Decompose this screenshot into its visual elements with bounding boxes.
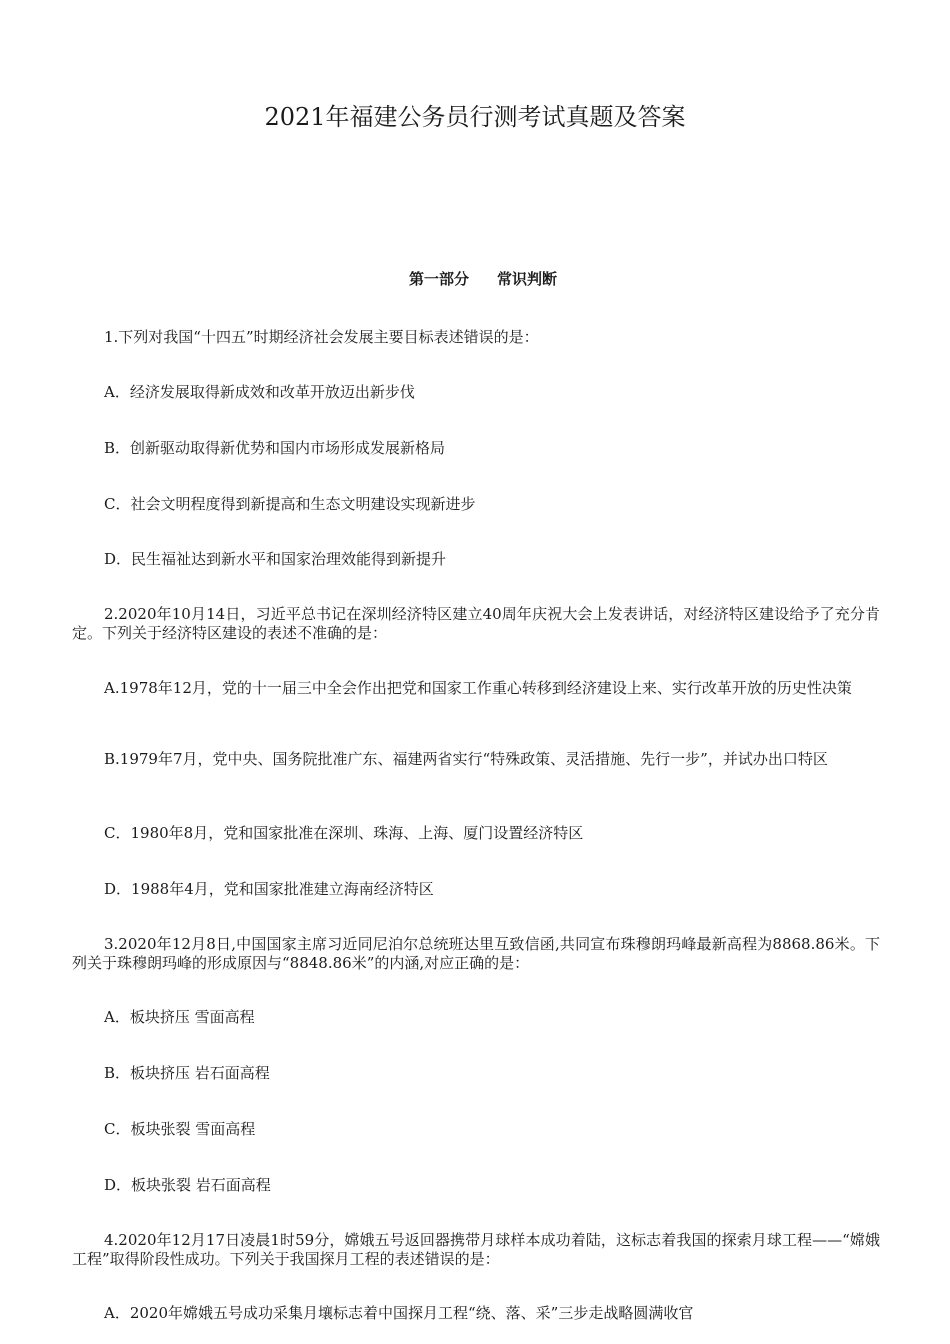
question-1-option-d: D．民生福祉达到新水平和国家治理效能得到新提升 xyxy=(104,550,447,568)
question-3-option-a: A．板块挤压 雪面高程 xyxy=(104,1008,255,1026)
question-1-option-a: A．经济发展取得新成效和改革开放迈出新步伐 xyxy=(104,383,415,401)
question-4-stem: 4.2020年12月17日凌晨1时59分，嫦娥五号返回器携带月球样本成功着陆，这标志着我国的探索月球工程——“嫦娥工程”取得阶段性成功。下列关于我国探月工程的表述错误的是： xyxy=(72,1231,880,1268)
question-1-option-b: B．创新驱动取得新优势和国内市场形成发展新格局 xyxy=(104,439,446,457)
question-2-stem: 2.2020年10月14日，习近平总书记在深圳经济特区建立40周年庆祝大会上发表讲话，对经济特区建设给予了充分肯定。下列关于经济特区建设的表述不准确的是： xyxy=(72,605,880,642)
question-2-option-c: C．1980年8月，党和国家批准在深圳、珠海、上海、厦门设置经济特区 xyxy=(104,824,584,842)
section-name-label: 常识判断 xyxy=(497,270,558,288)
question-2-option-b: B.1979年7月，党中央、国务院批准广东、福建两省实行“特殊政策、灵活措施、先行一步”，并试办出口特区 xyxy=(104,750,828,768)
question-3-option-d: D．板块张裂 岩石面高程 xyxy=(104,1176,271,1194)
section-part-label: 第一部分 xyxy=(408,270,469,288)
question-3-option-c: C．板块张裂 雪面高程 xyxy=(104,1120,256,1138)
question-2-option-a: A.1978年12月，党的十一届三中全会作出把党和国家工作重心转移到经济建设上来、实行改革开放的历史性决策 xyxy=(104,679,852,697)
question-3-stem: 3.2020年12月8日,中国国家主席习近同尼泊尔总统班达里互致信函,共同宣布珠穆朗玛峰最新高程为8868.86米。下列关于珠穆朗玛峰的形成原因与“8848.86米”的内涵,对应正确的是： xyxy=(72,935,880,972)
question-4-option-a: A．2020年嫦娥五号成功采集月壤标志着中国探月工程“绕、落、采”三步走战略圆满收官 xyxy=(104,1304,694,1322)
question-1-stem: 1.下列对我国“十四五”时期经济社会发展主要目标表述错误的是： xyxy=(104,328,539,346)
question-2-option-d: D．1988年4月，党和国家批准建立海南经济特区 xyxy=(104,880,434,898)
question-1-option-c: C．社会文明程度得到新提高和生态文明建设实现新进步 xyxy=(104,495,476,513)
question-3-option-b: B．板块挤压 岩石面高程 xyxy=(104,1064,270,1082)
document-title: 2021年福建公务员行测考试真题及答案 xyxy=(264,103,686,131)
section-heading xyxy=(0,268,950,290)
